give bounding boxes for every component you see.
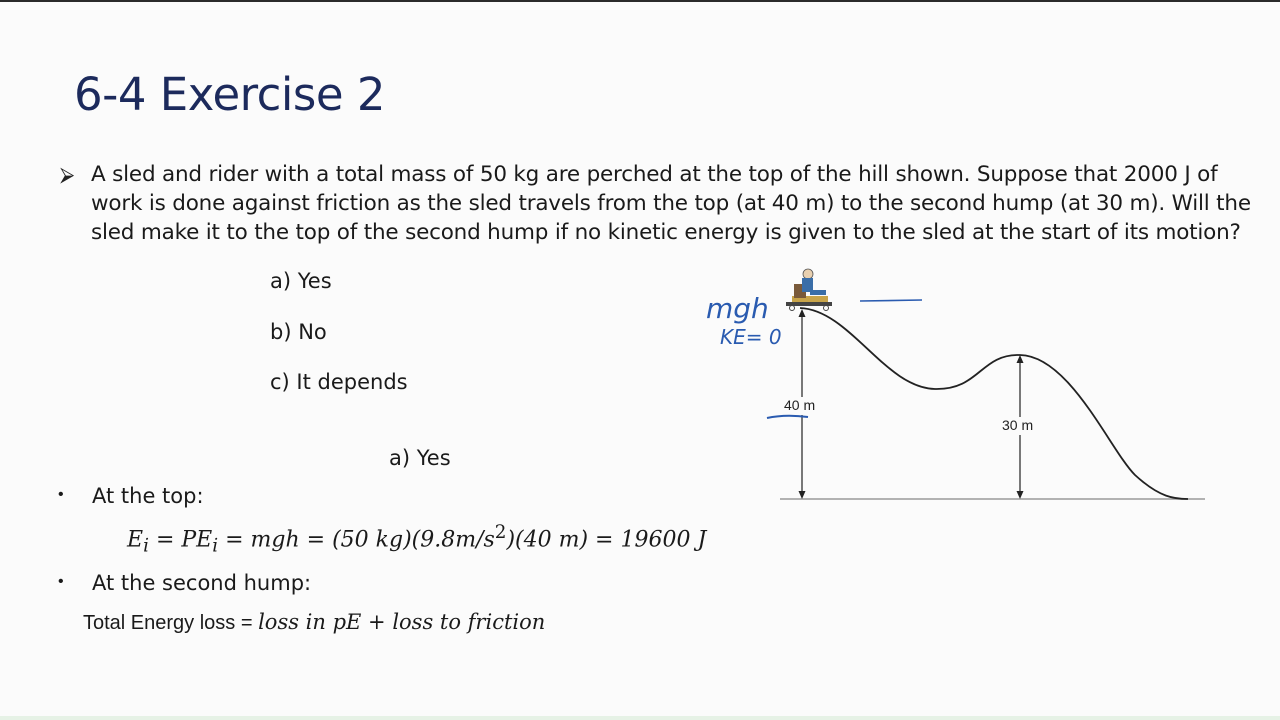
top-heading: At the top:	[92, 484, 204, 508]
eq-formula: = mgh = (50 kg)(9.8m/s	[225, 527, 495, 553]
option-b: b) No	[270, 320, 327, 344]
top-border	[0, 0, 1280, 2]
label-40m: 40 m	[784, 397, 816, 413]
eq-lhs-sub: i	[143, 535, 149, 557]
arrow-down-icon	[1017, 491, 1024, 499]
bullet-dot-icon: •	[58, 573, 64, 590]
hill-curve	[800, 308, 1188, 499]
annot-dash	[860, 300, 922, 301]
slide-title: 6-4 Exercise 2	[74, 68, 385, 121]
arrow-up-icon	[1017, 355, 1024, 363]
bullet-dot-icon: •	[58, 486, 64, 503]
option-a: a) Yes	[270, 269, 332, 293]
bottom-border	[0, 716, 1280, 720]
eq-pe-sub: i	[212, 535, 219, 557]
annot-mgh: mgh	[706, 292, 769, 325]
loss-label: Total Energy loss =	[83, 612, 253, 634]
energy-loss-line	[83, 610, 545, 635]
loss-formula: loss in pE + loss to friction	[258, 610, 546, 634]
arrow-bullet-icon: ⮚	[60, 164, 75, 186]
arrow-up-icon	[799, 309, 806, 317]
eq-lhs: E	[127, 527, 144, 553]
annot-ke: KE= 0	[720, 325, 782, 349]
energy-equation: $E_i = PE_i$ = mgh = (50 $kg)(9.8m/s^2)(40$ m) = 19600 J	[127, 522, 707, 557]
arrow-down-icon	[799, 491, 806, 499]
eq-pe: PE	[181, 527, 213, 553]
sled-rider-icon	[786, 269, 832, 311]
hump-heading: At the second hump:	[92, 571, 312, 595]
eq-exp: 2	[494, 522, 507, 543]
option-c: c) It depends	[270, 370, 408, 394]
hill-diagram	[690, 260, 1220, 510]
label-30m: 30 m	[1002, 417, 1034, 433]
eq-rest: )(40 m) = 19600 J	[506, 527, 707, 553]
answer-text: a) Yes	[389, 446, 451, 470]
question-text: A sled and rider with a total mass of 50 kg are perched at the top of the hill shown. Suppose that 2000 J of work is done against friction as the sled travels from the top (at 40 m) to the second hump (at 30 m). Will the sled make it to the top of the second hump if no kinetic energy is given to the sled at the start of its motion?	[91, 162, 1251, 245]
